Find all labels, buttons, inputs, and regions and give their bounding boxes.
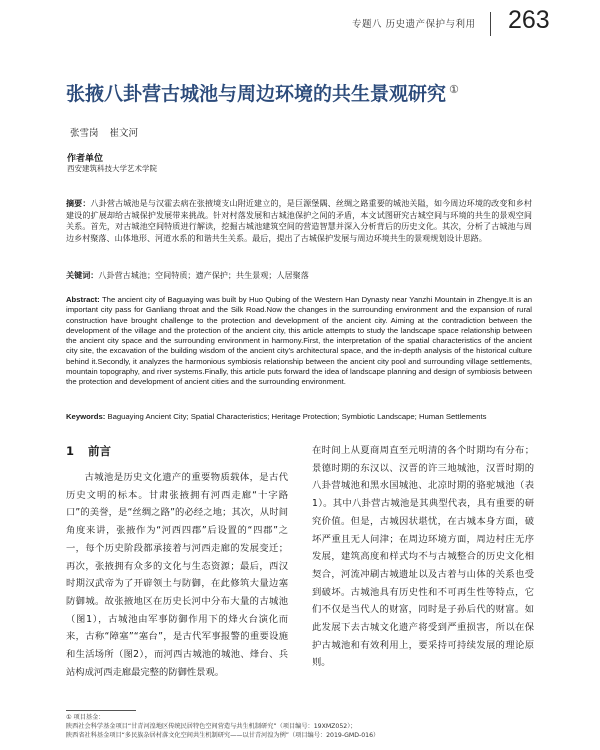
running-header-section: 专题八 历史遗产保护与利用	[352, 19, 476, 30]
footnote-line: 陕西社会科学基金项目“甘青河湟地区传统民居特色空间营造与共生机制研究”（项目编号：19XMZ052）；	[66, 722, 357, 730]
abstract-cn	[66, 198, 532, 244]
page-number: 263	[508, 6, 550, 34]
keywords-en	[66, 412, 532, 421]
body-column-right: 在时间上从夏商周直至元明清的各个时期均有分布；景德时期的东汉以、汉晋的许三地城池，汉晋时期的八卦营城池和黑水国城池、北凉时期的骆驼城池（表1）。其中八卦营古城池是其典型代表，具有重要的研究价值。但是，古城因状堪忧，在古城本身方面，破坏严重且无人问津；在周边环境方面，周边村庄无序发展，建筑高度和样式均不与古城整合的历史文化相契合，河流冲刷古城遗址以及古着与山体的关系也受到破坏。古城池具有历史性和不可再生性等特点，它们不仅是当代人的财富，同时是子孙后代的财富。如此发展下去古城文化遗产将受到严重损害，所以在保护古城池和有效利用上，要采持可持续发展的理论原则。	[312, 445, 534, 669]
keywords-en-label: Keywords:	[66, 412, 106, 421]
footnote-line: 陕西省社科基金项目“多民族杂居村落文化空间共生机制研究——以甘青河湟为例”（项目编号：2019-GMD-016）	[66, 731, 380, 739]
header-divider	[490, 12, 491, 36]
keywords-cn-label: 关键词：	[66, 270, 99, 280]
abstract-cn-text: 八卦营古城池是与汉霍去病在张掖境支山附近建立的，是巨源堡隅、丝绸之路重要的城池关隘，如今周边环境的改变和乡村建设的扩展却给古城保护发展带来挑战。针对村落发展和古城池保护之间的矛盾，本文试图研究古城空间与环境的共生的景观空间关系。首先，对古城池空间特质进行解读，挖掘古城池建筑空间的营造智慧并深入分析背后的历史文化。其次，分析了古城池与周边乡村聚落、山体地形、河道水系的和谐共生关系。最后，提出了古城保护发展与周边环境共生的景观规划设计思路。	[66, 198, 532, 243]
footnotes	[66, 714, 536, 740]
footnote-line: ① 项目基金：	[66, 714, 105, 721]
author-list: 张雪岗 崔文河	[70, 128, 139, 139]
keywords-en-text: Baguaying Ancient City; Spatial Characteristics; Heritage Protection; Symbiotic Landscape; Human Settlements	[107, 412, 487, 421]
keywords-cn-text: 八卦营古城池；空间特质；遗产保护；共生景观；人居聚落	[98, 270, 309, 280]
abstract-en-text: The ancient city of Baguaying was built by Huo Qubing of the Western Han Dynasty near Yanzhi Mountain in Zhengye.It is an important city pass for Ganliang throat and the Silk Road.Now the changes in the surrounding environment and the expansion of rural construction have brought challenge to the protection and development of the ancient city. Aiming at the contradiction between the development of the village and the protection of the ancient city, this article attempts to study the landscape space relationship between the ancient city space and the surrounding environment in harmony.First, the interpretation of the spatial characteristics of the ancient city site, the excavation of the building wisdom of the ancient city's architectural space, and the in-depth analysis of the historical culture behind it.Secondly, it analyzes the harmonious symbiosis relationship between the ancient city pool and surrounding village settlements, mountain topography, and river systems.Finally, this article puts forward the idea of landscape planning and design of symbiosis between the protection and development of ancient cities and the surrounding environment.	[66, 295, 532, 386]
abstract-cn-label: 摘要：	[66, 198, 91, 208]
affiliation: 西安建筑科技大学艺术学院	[67, 164, 157, 173]
paper-title-text: 张掖八卦营古城池与周边环境的共生景观研究	[66, 83, 447, 105]
title-footnote-mark: ①	[449, 82, 459, 96]
footnote-rule	[66, 710, 136, 711]
paper-title	[66, 79, 459, 106]
section-heading: 1 前言	[66, 444, 112, 458]
body-column-left: 古城池是历史文化遗产的重要物质载体，是古代历史文明的标本。甘肃张掖拥有河西走廊“十字路口”的美誉，是“丝绸之路”的必经之地；其次，从时间角度来讲，张掖作为“河西四郡”后设置的“四郡”之一，每个历史阶段都承接着与河西走廊的发展变迁；再次，张掖拥有众多的文化与生态资源；最后，西汉时期汉武帝为了开辟领土与防御，在此修筑大量边塞防御城。故张掖地区在历史长河中分布大量的古城池（图1），古城池由军事防御作用下的烽火台演化而来，古称“障塞”“塞台”，是古代军事报警的重要设施和生活场所（图2），而河西古城池的城池、烽台、兵站构成河西走廊最完整的防御性景观。	[66, 472, 288, 678]
abstract-en-label: Abstract:	[66, 295, 100, 304]
affiliation-label: 作者单位	[67, 154, 104, 164]
keywords-cn	[66, 270, 532, 281]
abstract-en	[66, 295, 532, 387]
